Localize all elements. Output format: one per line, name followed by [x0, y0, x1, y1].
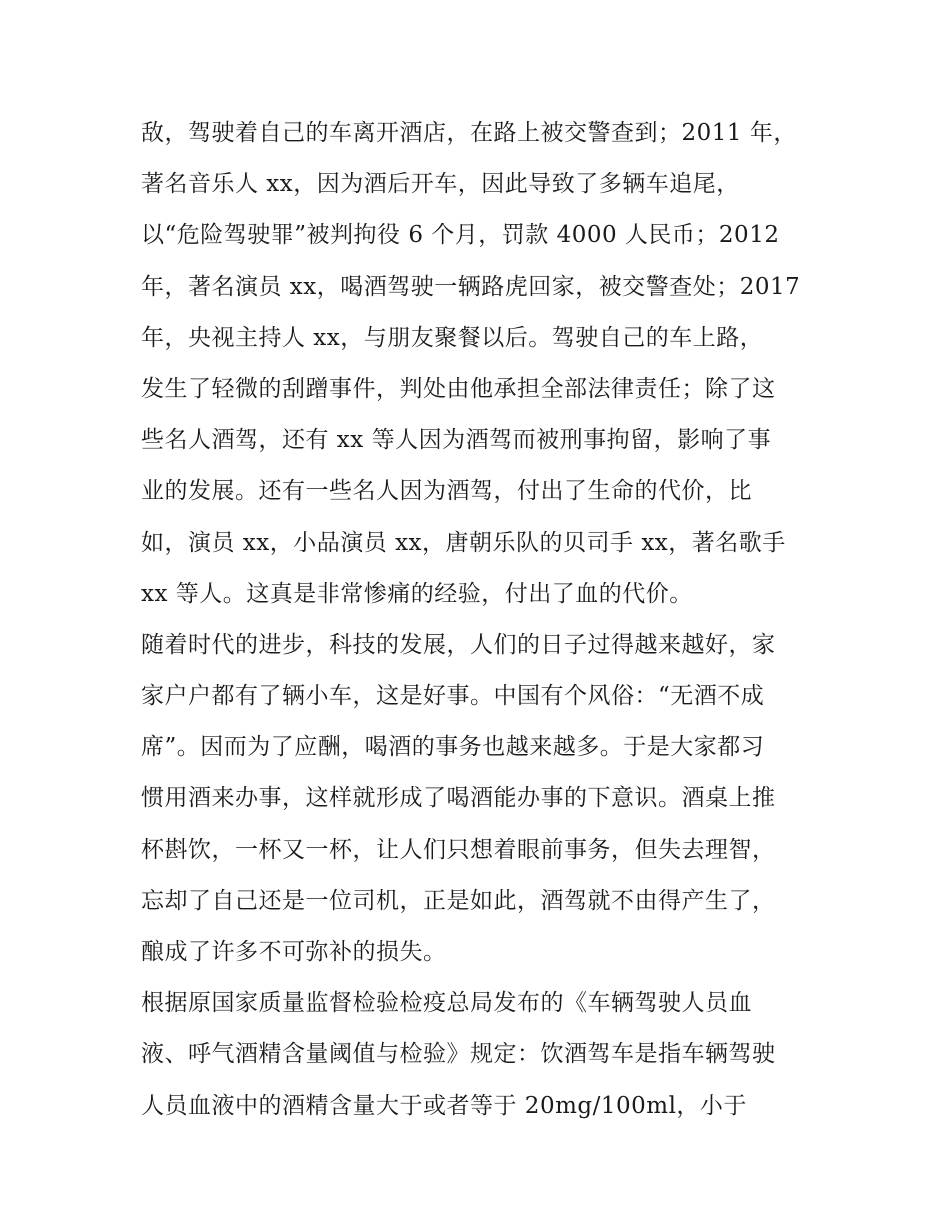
- text-line: 人员血液中的酒精含量大于或者等于 20mg/100ml，小于: [141, 1092, 747, 1119]
- text-line: 敌，驾驶着自己的车离开酒店，在路上被交警查到；2011 年，: [141, 120, 797, 146]
- text-line: 年，央视主持人 xx，与朋友聚餐以后。驾驶自己的车上路，: [141, 324, 764, 351]
- text-line: 根据原国家质量监督检验检疫总局发布的《车辆驾驶人员血: [141, 990, 752, 1017]
- text-line: 如，演员 xx，小品演员 xx，唐朝乐队的贝司手 xx，著名歌手: [141, 529, 786, 556]
- text-line: 忘却了自己还是一位司机，正是如此，酒驾就不由得产生了，: [141, 887, 776, 914]
- text-line: 家户户都有了辆小车，这是好事。中国有个风俗：“无酒不成: [141, 683, 765, 710]
- text-line: 以“危险驾驶罪”被判拘役 6 个月，罚款 4000 人民币；2012: [141, 222, 780, 249]
- text-line: 业的发展。还有一些名人因为酒驾，付出了生命的代价，比: [141, 478, 752, 505]
- text-line: 年，著名演员 xx，喝酒驾驶一辆路虎回家，被交警查处；2017: [141, 273, 801, 300]
- text-line: 随着时代的进步，科技的发展，人们的日子过得越来越好，家: [141, 631, 776, 658]
- text-line: 惯用酒来办事，这样就形成了喝酒能办事的下意识。酒桌上推: [141, 785, 776, 812]
- text-line: xx 等人。这真是非常惨痛的经验，付出了血的代价。: [141, 580, 693, 607]
- text-line: 液、呼气酒精含量阈值与检验》规定：饮酒驾车是指车辆驾驶: [141, 1041, 776, 1068]
- text-line: 些名人酒驾，还有 xx 等人因为酒驾而被刑事拘留，影响了事: [141, 427, 772, 454]
- document-body: [141, 108, 821, 1132]
- text-line: 杯斟饮，一杯又一杯，让人们只想着眼前事务，但失去理智，: [141, 836, 776, 863]
- text-line: 著名音乐人 xx，因为酒后开车，因此导致了多辆车追尾，: [141, 171, 740, 198]
- text-line: 酿成了许多不可弥补的损失。: [141, 939, 447, 965]
- text-line: 席”。因而为了应酬，喝酒的事务也越来越多。于是大家都习: [141, 734, 765, 761]
- text-line: 发生了轻微的刮蹭事件，判处由他承担全部法律责任；除了这: [141, 375, 776, 402]
